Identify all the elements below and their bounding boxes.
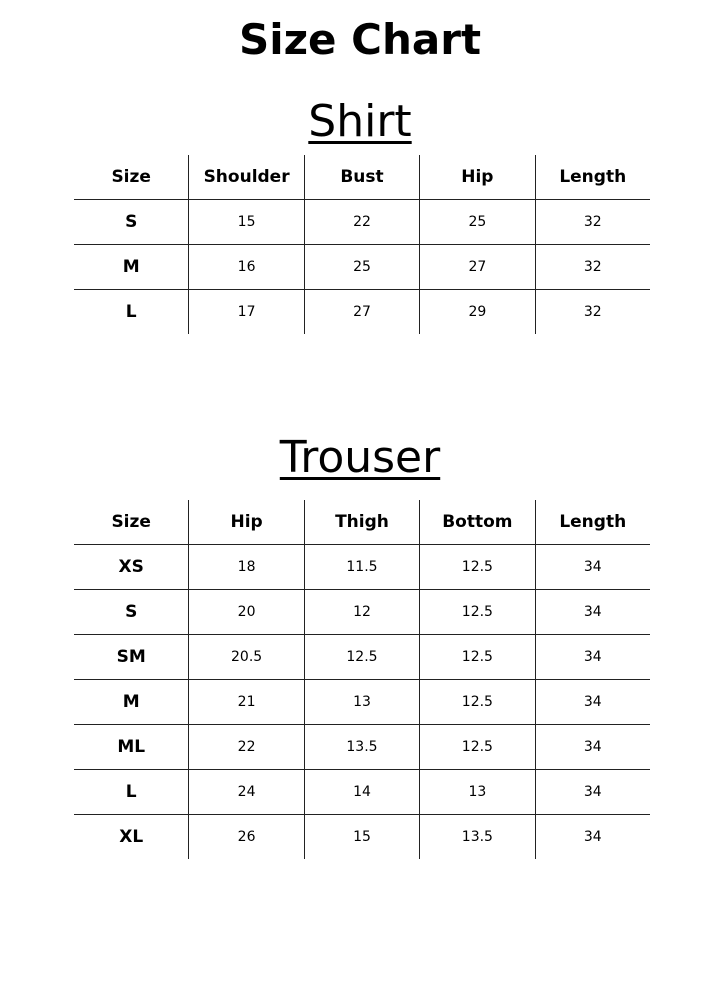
trouser-size-table — [74, 500, 650, 859]
measurement-cell: 34 — [535, 680, 650, 725]
measurement-cell: 27 — [420, 245, 535, 290]
measurement-cell: 24 — [189, 770, 304, 815]
measurement-cell: 32 — [535, 245, 650, 290]
size-cell: S — [74, 590, 189, 635]
column-header: Length — [535, 155, 650, 200]
measurement-cell: 32 — [535, 200, 650, 245]
measurement-cell: 34 — [535, 635, 650, 680]
table-header-row — [74, 155, 650, 200]
measurement-cell: 18 — [189, 545, 304, 590]
measurement-cell: 32 — [535, 290, 650, 335]
table-row — [74, 245, 650, 290]
measurement-cell: 12 — [304, 590, 419, 635]
measurement-cell: 13 — [304, 680, 419, 725]
measurement-cell: 34 — [535, 545, 650, 590]
table-row — [74, 635, 650, 680]
table-header-row — [74, 500, 650, 545]
measurement-cell: 11.5 — [304, 545, 419, 590]
table-row — [74, 815, 650, 860]
column-header: Hip — [420, 155, 535, 200]
measurement-cell: 12.5 — [304, 635, 419, 680]
size-cell: XS — [74, 545, 189, 590]
table-row — [74, 725, 650, 770]
measurement-cell: 27 — [304, 290, 419, 335]
measurement-cell: 29 — [420, 290, 535, 335]
size-cell: L — [125, 302, 137, 322]
table-row — [74, 770, 650, 815]
column-header: Length — [535, 500, 650, 545]
size-cell: ML — [74, 725, 189, 770]
size-cell: M — [74, 245, 189, 290]
measurement-cell: 34 — [535, 725, 650, 770]
column-header: Thigh — [304, 500, 419, 545]
column-header: Size — [74, 155, 189, 200]
measurement-cell: 22 — [189, 725, 304, 770]
table-row — [74, 200, 650, 245]
table-row — [74, 545, 650, 590]
page-title: Size Chart — [238, 15, 482, 64]
measurement-cell: 25 — [420, 200, 535, 245]
measurement-cell: 21 — [189, 680, 304, 725]
column-header: Size — [74, 500, 189, 545]
shirt-size-table — [74, 155, 650, 334]
measurement-cell: 12.5 — [420, 680, 535, 725]
measurement-cell: 13 — [420, 770, 535, 815]
measurement-cell: 20.5 — [189, 635, 304, 680]
measurement-cell: 20 — [189, 590, 304, 635]
table-row — [74, 290, 650, 335]
size-cell: M — [74, 680, 189, 725]
measurement-cell: 34 — [535, 770, 650, 815]
column-header: Bottom — [420, 500, 535, 545]
measurement-cell: 34 — [535, 815, 650, 860]
measurement-cell: 12.5 — [420, 635, 535, 680]
measurement-cell: 12.5 — [420, 545, 535, 590]
measurement-cell: 15 — [189, 200, 304, 245]
size-cell: XL — [119, 827, 144, 847]
column-header: Shoulder — [189, 155, 304, 200]
measurement-cell: 25 — [304, 245, 419, 290]
size-cell: L — [74, 770, 189, 815]
table-row — [74, 680, 650, 725]
measurement-cell: 26 — [189, 815, 304, 860]
column-header: Bust — [304, 155, 419, 200]
measurement-cell: 12.5 — [420, 590, 535, 635]
measurement-cell: 14 — [304, 770, 419, 815]
measurement-cell: 13.5 — [420, 815, 535, 860]
measurement-cell: 12.5 — [420, 725, 535, 770]
trouser-section-title: Trouser — [279, 432, 441, 483]
measurement-cell: 15 — [304, 815, 419, 860]
measurement-cell: 13.5 — [304, 725, 419, 770]
measurement-cell: 16 — [189, 245, 304, 290]
size-cell: S — [74, 200, 189, 245]
table-row — [74, 590, 650, 635]
shirt-section-title: Shirt — [308, 96, 412, 147]
measurement-cell: 22 — [304, 200, 419, 245]
measurement-cell: 34 — [535, 590, 650, 635]
measurement-cell: 17 — [189, 290, 304, 335]
column-header: Hip — [189, 500, 304, 545]
size-cell: SM — [74, 635, 189, 680]
